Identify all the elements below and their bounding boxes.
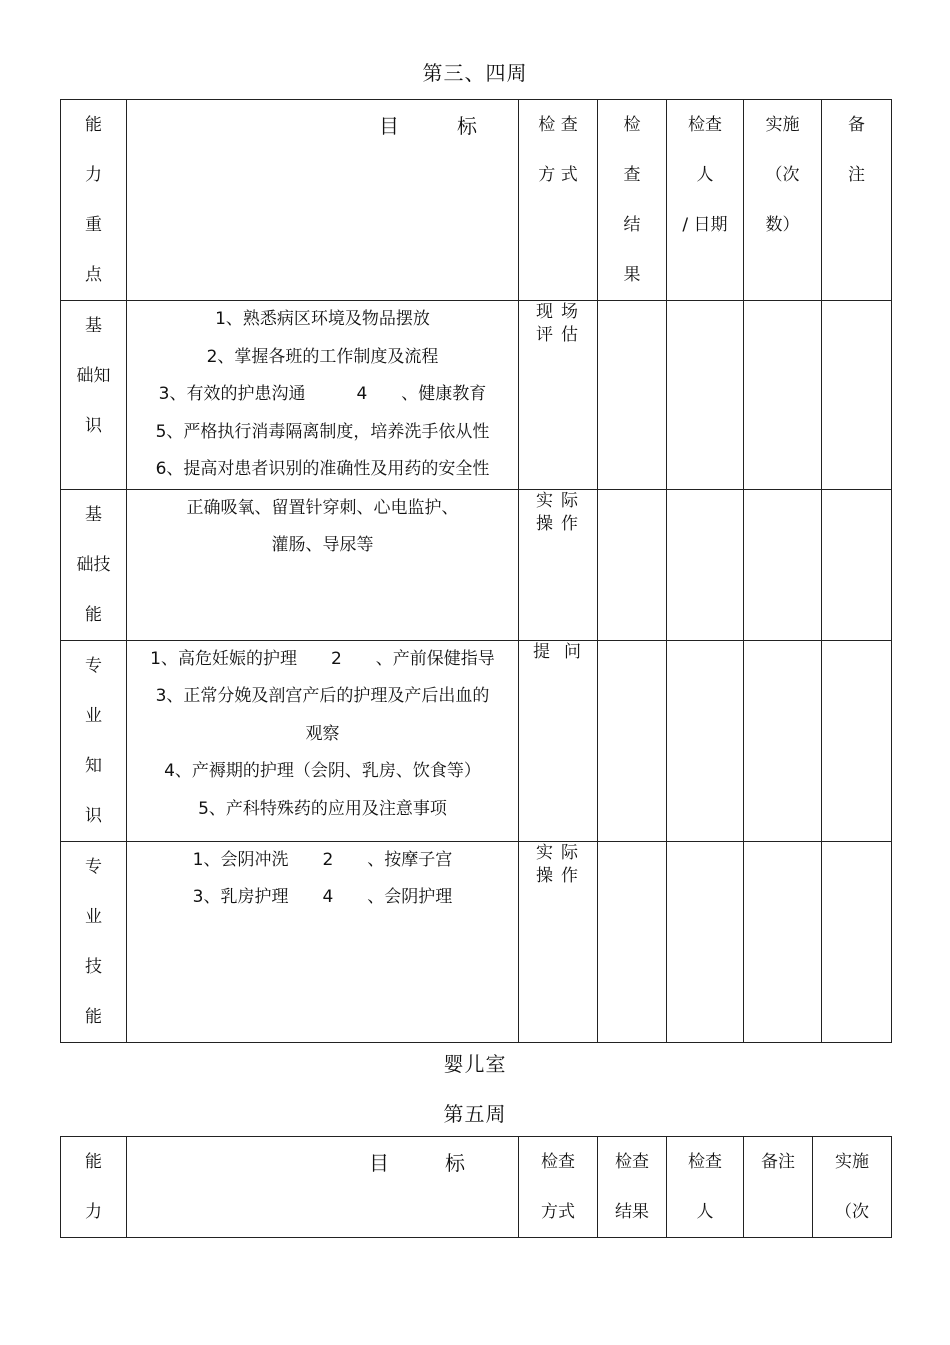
header-result-line: 结果: [615, 1202, 649, 1222]
header-goal-char: 标: [457, 114, 477, 138]
page-title-weeks-3-4: 第三、四周: [422, 61, 528, 85]
goal-line: 5、产科特殊药的应用及注意事项: [198, 798, 447, 819]
header-inspector: [667, 100, 744, 301]
header-result: [598, 100, 667, 301]
header-times-line: 数）: [765, 215, 800, 235]
header-ability: [61, 1137, 127, 1238]
ability-char: 识: [85, 416, 102, 436]
ability-char: 知: [85, 755, 102, 776]
goal-line: 5、严格执行消毒隔离制度，培养洗手依从性: [155, 421, 490, 442]
note-cell[interactable]: [822, 301, 892, 490]
ability-char: 技: [85, 956, 102, 977]
header-result-char: 查: [623, 165, 641, 185]
header-inspector-line: 人: [696, 165, 714, 185]
checklist-table-weeks-3-4: [60, 99, 892, 1043]
ability-char: 基: [85, 504, 102, 525]
goal-line: 4、产褥期的护理（会阴、乳房、饮食等）: [164, 761, 481, 781]
header-note-line: 备注: [761, 1152, 795, 1172]
goal-cell: [127, 301, 519, 490]
result-cell[interactable]: [598, 489, 667, 640]
header-note-char: 备: [848, 115, 865, 135]
ability-cell: [61, 489, 127, 640]
ability-char: 基: [85, 316, 102, 336]
header-method: [519, 1137, 598, 1238]
table-row: [61, 841, 892, 1042]
header-inspector-line: / 日期: [682, 215, 728, 235]
table-row: [61, 489, 892, 640]
table-row: [61, 640, 892, 841]
goal-line: 6、提高对患者识别的准确性及用药的安全性: [155, 459, 490, 479]
section-title-nursery: 婴儿室: [443, 1052, 507, 1076]
header-goal-char: 目: [379, 114, 399, 138]
ability-cell: [61, 301, 127, 490]
header-times: [813, 1137, 892, 1238]
goal-line: 3、有效的护患沟通 4 、健康教育: [158, 384, 487, 404]
ability-char: 能: [85, 1006, 102, 1027]
method-cell: [519, 301, 598, 490]
header-result-char: 果: [623, 265, 641, 285]
method-line: 实际: [536, 490, 586, 511]
goal-line: 3、正常分娩及剖宫产后的护理及产后出血的: [155, 686, 490, 706]
header-result: [598, 1137, 667, 1238]
header-times: [744, 100, 822, 301]
header-note-char: 注: [848, 165, 865, 185]
table-row: [61, 301, 892, 490]
header-times-line: 实施: [835, 1152, 869, 1172]
goal-cell: [127, 640, 519, 841]
page-title-week-5: 第五周: [443, 1102, 507, 1126]
header-goal-char: 目: [369, 1151, 389, 1175]
method-cell: [519, 489, 598, 640]
note-cell[interactable]: [822, 841, 892, 1042]
note-cell[interactable]: [822, 489, 892, 640]
ability-char: 专: [85, 655, 102, 676]
method-line: 现场: [536, 302, 586, 322]
inspector-cell[interactable]: [667, 640, 744, 841]
inspector-cell[interactable]: [667, 301, 744, 490]
header-goal-char: 标: [445, 1151, 465, 1175]
method-cell: [519, 841, 598, 1042]
header-method: [519, 100, 598, 301]
header-method-line: 检查: [541, 1152, 575, 1172]
method-line: 操作: [536, 513, 586, 534]
goal-line: 1、会阴冲洗 2 、按摩子宫: [192, 849, 453, 870]
header-ability-char: 力: [85, 165, 102, 185]
ability-char: 业: [85, 705, 102, 726]
times-cell[interactable]: [744, 841, 822, 1042]
ability-char: 础技: [76, 554, 111, 575]
header-result-line: 检查: [615, 1152, 649, 1172]
header-goal: [127, 100, 519, 301]
header-ability-char: 能: [85, 115, 102, 135]
goal-line: 2、掌握各班的工作制度及流程: [206, 346, 439, 367]
header-ability-char: 点: [85, 265, 102, 285]
goal-cell: [127, 841, 519, 1042]
header-ability-char: 力: [85, 1202, 102, 1222]
inspector-cell[interactable]: [667, 841, 744, 1042]
header-ability-char: 能: [85, 1152, 102, 1172]
ability-cell: [61, 841, 127, 1042]
header-result-char: 检: [623, 115, 641, 135]
times-cell[interactable]: [744, 301, 822, 490]
times-cell[interactable]: [744, 640, 822, 841]
header-result-char: 结: [623, 215, 641, 235]
ability-char: 识: [85, 805, 102, 826]
header-inspector: [667, 1137, 744, 1238]
method-cell: [519, 640, 598, 841]
goal-line: 1、熟悉病区环境及物品摆放: [215, 309, 430, 329]
header-inspector-line: 人: [696, 1202, 714, 1222]
header-times-line: （次: [835, 1202, 869, 1222]
goal-line: 1、高危妊娠的护理 2 、产前保健指导: [150, 648, 495, 669]
header-goal: [127, 1137, 519, 1238]
header-ability-char: 重: [85, 215, 102, 235]
ability-char: 能: [85, 604, 102, 625]
method-line: 评估: [536, 325, 586, 345]
header-times-line: 实施: [765, 115, 800, 135]
ability-char: 专: [85, 856, 102, 877]
goal-line: 3、乳房护理 4 、会阴护理: [192, 887, 453, 907]
goal-line: 正确吸氧、留置针穿刺、心电监护、: [186, 497, 459, 518]
header-method-line: 方式: [541, 1202, 575, 1222]
method-line: 操作: [536, 865, 586, 886]
goal-line: 灌肠、导尿等: [271, 535, 374, 555]
goal-cell: [127, 489, 519, 640]
header-method-line: 方 式: [538, 165, 578, 185]
result-cell[interactable]: [598, 640, 667, 841]
header-method-line: 检 查: [538, 115, 578, 135]
note-cell[interactable]: [822, 640, 892, 841]
ability-char: 业: [85, 906, 102, 927]
method-line: 实际: [536, 842, 586, 863]
checklist-table-week-5: [60, 1136, 892, 1238]
header-times-line: （次: [765, 165, 800, 185]
header-note: [744, 1137, 813, 1238]
header-note: [822, 100, 892, 301]
times-cell[interactable]: [744, 489, 822, 640]
ability-cell: [61, 640, 127, 841]
ability-char: 础知: [76, 366, 111, 386]
header-inspector-line: 检查: [688, 115, 722, 135]
header-inspector-line: 检查: [688, 1152, 722, 1172]
header-row: [61, 100, 892, 301]
header-ability: [61, 100, 127, 301]
inspector-cell[interactable]: [667, 489, 744, 640]
result-cell[interactable]: [598, 841, 667, 1042]
header-row: [61, 1137, 892, 1238]
method-line: 提问: [533, 641, 595, 662]
result-cell[interactable]: [598, 301, 667, 490]
goal-line: 观察: [305, 723, 340, 744]
